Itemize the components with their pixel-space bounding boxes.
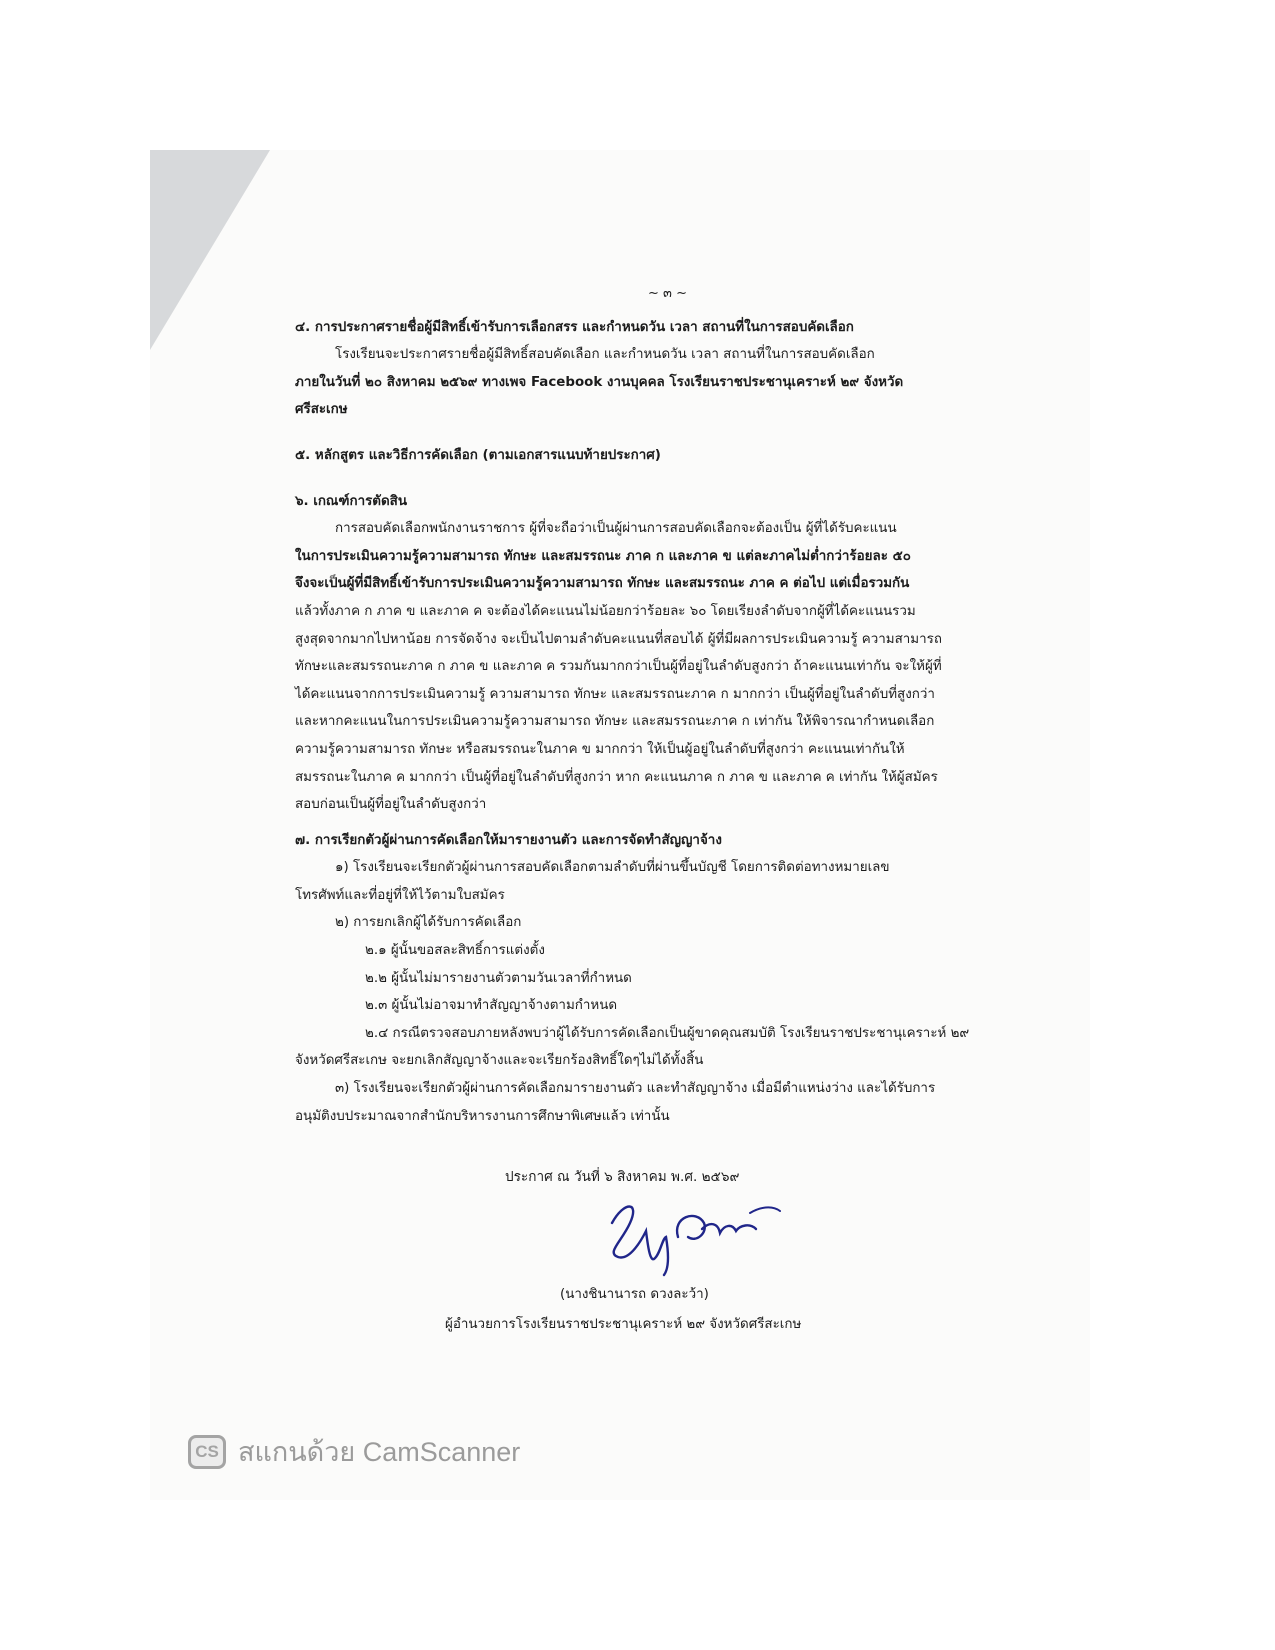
section-6-heading: ๖. เกณฑ์การตัดสิน (295, 493, 408, 509)
section-7-heading: ๗. การเรียกตัวผู้ผ่านการคัดเลือกให้มารายงานตัว และการจัดทำสัญญาจ้าง (295, 832, 722, 848)
section-7-item-3: อนุมัติงบประมาณจากสำนักบริหารงานการศึกษาพิเศษแล้ว เท่านั้น (295, 1108, 670, 1124)
section-7-item-1: โทรศัพท์และที่อยู่ที่ให้ไว้ตามใบสมัคร (295, 887, 505, 903)
section-7-item-2-4: ๒.๔ กรณีตรวจสอบภายหลังพบว่าผู้ได้รับการคัดเลือกเป็นผู้ขาดคุณสมบัติ โรงเรียนราชประชานุเคราะห์ ๒๙ (365, 1025, 970, 1041)
section-6-text: การสอบคัดเลือกพนักงานราชการ ผู้ที่จะถือว่าเป็นผู้ผ่านการสอบคัดเลือกจะต้องเป็น ผู้ที่ได้รับคะแนน (335, 521, 897, 537)
section-6-text: แล้วทั้งภาค ก ภาค ข และภาค ค จะต้องได้คะแนนไม่น้อยกว่าร้อยละ ๖๐ โดยเรียงลำดับจากผู้ที่ได้คะแนนรวม (295, 603, 916, 619)
page-number: ~ ๓ ~ (648, 286, 687, 301)
section-6-text: จึงจะเป็นผู้ที่มีสิทธิ์เข้ารับการประเมินความรู้ความสามารถ ทักษะ และสมรรถนะ ภาค ค ต่อไป แต่เมื่อรวมกัน (295, 576, 910, 592)
section-6-text: ได้คะแนนจากการประเมินความรู้ ความสามารถ ทักษะ และสมรรถนะภาค ก มากกว่า เป็นผู้ที่อยู่ในลำดับที่สูงกว่า (295, 686, 935, 702)
signer-name: (นางชินานารถ ดวงละว้า) (560, 1287, 709, 1302)
section-6-text: ทักษะและสมรรถนะภาค ก ภาค ข และภาค ค รวมกันมากกว่าเป็นผู้ที่อยู่ในลำดับสูงกว่า ถ้าคะแนนเท่ากัน จะให้ผู้ที่ (295, 659, 942, 675)
section-4-text: โรงเรียนจะประกาศรายชื่อผู้มีสิทธิ์สอบคัดเลือก และกำหนดวัน เวลา สถานที่ในการสอบคัดเลือก (335, 347, 875, 363)
section-7-item-2-4: จังหวัดศรีสะเกษ จะยกเลิกสัญญาจ้างและจะเรียกร้องสิทธิ์ใดๆไม่ได้ทั้งสิ้น (295, 1053, 704, 1069)
section-4-text: ภายในวันที่ ๒๐ สิงหาคม ๒๕๖๙ ทางเพจ Facebook งานบุคคล โรงเรียนราชประชานุเคราะห์ ๒๙ จังหวัด (295, 374, 904, 390)
section-4-heading: ๔. การประกาศรายชื่อผู้มีสิทธิ์เข้ารับการเลือกสรร และกำหนดวัน เวลา สถานที่ในการสอบคัดเลือก (295, 319, 854, 335)
section-7-item-2-2: ๒.๒ ผู้นั้นไม่มารายงานตัวตามวันเวลาที่กำหนด (365, 970, 632, 986)
announcement-date: ประกาศ ณ วันที่ ๖ สิงหาคม พ.ศ. ๒๕๖๙ (505, 1169, 740, 1185)
document-body (295, 280, 1040, 1130)
camscanner-logo-icon: CS (188, 1435, 226, 1469)
section-7-item-2: ๒) การยกเลิกผู้ได้รับการคัดเลือก (335, 915, 522, 931)
section-6-text: สอบก่อนเป็นผู้ที่อยู่ในลำดับสูงกว่า (295, 797, 487, 813)
section-6-text: ความรู้ความสามารถ ทักษะ หรือสมรรถนะในภาค ข มากกว่า ให้เป็นผู้อยู่ในลำดับที่สูงกว่า คะแนนเท่ากันให้ (295, 741, 905, 757)
section-7-item-3: ๓) โรงเรียนจะเรียกตัวผู้ผ่านการคัดเลือกมารายงานตัว และทำสัญญาจ้าง เมื่อมีตำแหน่งว่าง และได้รับการ (335, 1081, 936, 1097)
section-6-text: และหากคะแนนในการประเมินความรู้ความสามารถ ทักษะ และสมรรถนะภาค ก เท่ากัน ให้พิจารณากำหนดเลือก (295, 714, 935, 730)
camscanner-watermark (188, 1430, 520, 1473)
section-6-text: สูงสุดจากมากไปหาน้อย การจัดจ้าง จะเป็นไปตามลำดับคะแนนที่สอบได้ ผู้ที่มีผลการประเมินความรู้ ความสามารถ (295, 631, 942, 647)
section-7-item-2-3: ๒.๓ ผู้นั้นไม่อาจมาทำสัญญาจ้างตามกำหนด (365, 998, 618, 1014)
signer-position: ผู้อำนวยการโรงเรียนราชประชานุเคราะห์ ๒๙ จังหวัดศรีสะเกษ (445, 1317, 802, 1332)
section-6-text: สมรรถนะในภาค ค มากกว่า เป็นผู้ที่อยู่ในลำดับที่สูงกว่า หาก คะแนนภาค ก ภาค ข และภาค ค เท่ากัน ให้ผู้สมัคร (295, 769, 938, 785)
watermark-text: สแกนด้วย CamScanner (238, 1437, 521, 1467)
section-5-heading: ๕. หลักสูตร และวิธีการคัดเลือก (ตามเอกสารแนบท้ายประกาศ) (295, 447, 661, 463)
section-7-item-2-1: ๒.๑ ผู้นั้นขอสละสิทธิ์การแต่งตั้ง (365, 943, 545, 959)
signature (600, 1195, 800, 1280)
section-4-text: ศรีสะเกษ (295, 402, 348, 418)
section-6-text: ในการประเมินความรู้ความสามารถ ทักษะ และสมรรถนะ ภาค ก และภาค ข แต่ละภาคไม่ต่ำกว่าร้อยละ ๕๐ (295, 548, 911, 564)
section-7-item-1: ๑) โรงเรียนจะเรียกตัวผู้ผ่านการสอบคัดเลือกตามลำดับที่ผ่านขึ้นบัญชี โดยการติดต่อทางหมายเลข (335, 860, 890, 876)
folded-corner (150, 150, 270, 350)
